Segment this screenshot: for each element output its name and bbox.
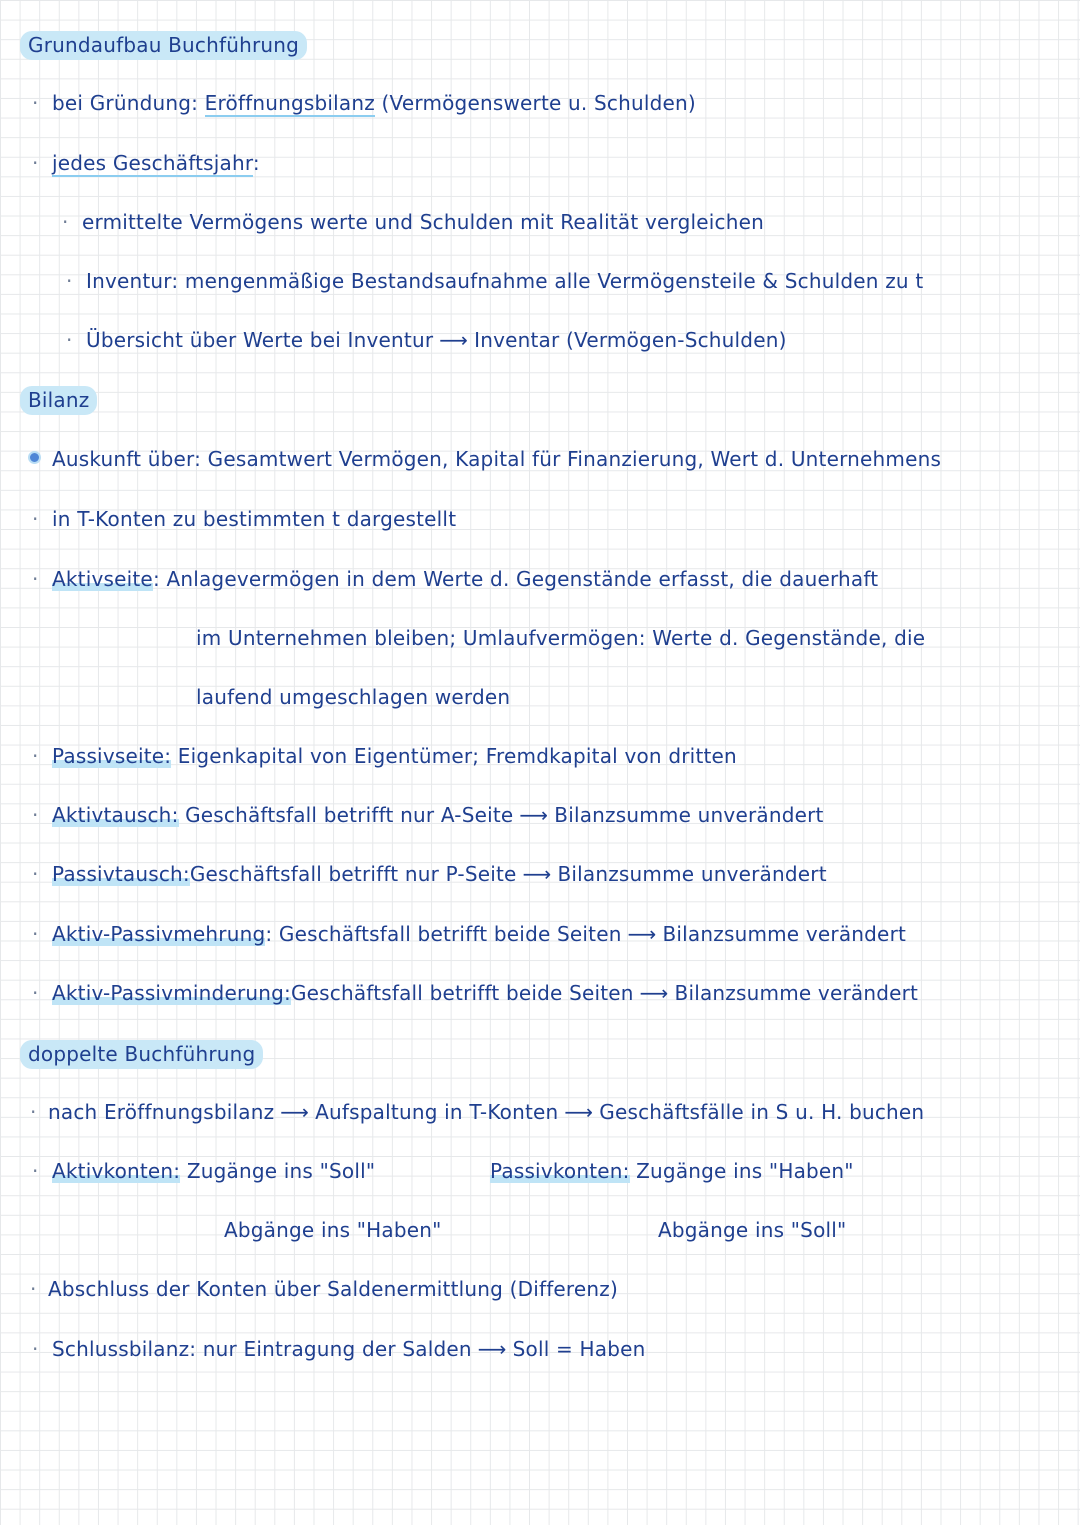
bullet-dot-icon: [28, 451, 41, 464]
arrow-right-icon: ⟶: [639, 981, 669, 1005]
line-uebersicht: Übersicht über Werte bei Inventur ⟶ Inventar (Vermögen-Schulden): [86, 328, 787, 352]
line-aktivseite-cont2: laufend umgeschlagen werden: [196, 685, 511, 709]
bullet: ·: [30, 1277, 37, 1301]
bullet: ·: [66, 328, 73, 352]
bullet: ·: [32, 862, 39, 886]
line-abschluss: Abschluss der Konten über Saldenermittlung (Differenz): [48, 1277, 618, 1301]
arrow-right-icon: ⟶: [477, 1337, 507, 1361]
line-minderung: Aktiv-Passivminderung:Geschäftsfall betrifft beide Seiten ⟶ Bilanzsumme verändert: [52, 981, 919, 1005]
arrow-right-icon: ⟶: [439, 328, 469, 352]
arrow-right-icon: ⟶: [280, 1100, 310, 1124]
line-abgaenge-aktiv: Abgänge ins "Haben": [224, 1218, 442, 1242]
line-aktivtausch: Aktivtausch: Geschäftsfall betrifft nur A-Seite ⟶ Bilanzsumme unverändert: [52, 803, 824, 827]
arrow-right-icon: ⟶: [627, 922, 657, 946]
line-inventur: Inventur: mengenmäßige Bestandsaufnahme alle Vermögensteile & Schulden zu t: [86, 269, 924, 293]
bullet: ·: [32, 1337, 39, 1361]
arrow-right-icon: ⟶: [519, 803, 549, 827]
bullet: ·: [32, 803, 39, 827]
bullet: ·: [32, 1159, 39, 1183]
line-passivseite: Passivseite: Eigenkapital von Eigentümer; Fremdkapital von dritten: [52, 744, 737, 768]
bullet: ·: [30, 1100, 37, 1124]
line-auskunft: Auskunft über: Gesamtwert Vermögen, Kapital für Finanzierung, Wert d. Unternehmens: [52, 447, 942, 471]
line-tkonten: in T-Konten zu bestimmten t dargestellt: [52, 507, 457, 531]
line-schlussbilanz: Schlussbilanz: nur Eintragung der Salden ⟶ Soll = Haben: [52, 1337, 646, 1361]
line-nach-eroeffnung: nach Eröffnungsbilanz ⟶ Aufspaltung in T-Konten ⟶ Geschäftsfälle in S u. H. buchen: [48, 1100, 925, 1124]
line-passivkonten: Passivkonten: Zugänge ins "Haben": [490, 1159, 854, 1183]
line-mehrung: Aktiv-Passivmehrung: Geschäftsfall betrifft beide Seiten ⟶ Bilanzsumme verändert: [52, 922, 907, 946]
line-geschaeftsjahr: jedes Geschäftsjahr:: [52, 151, 260, 175]
line-aktivkonten: Aktivkonten: Zugänge ins "Soll": [52, 1159, 376, 1183]
bullet: ·: [32, 744, 39, 768]
bullet: ·: [66, 269, 73, 293]
bullet: ·: [32, 91, 39, 115]
section-header-bilanz: Bilanz: [20, 386, 97, 415]
bullet: ·: [32, 922, 39, 946]
bullet: ·: [62, 210, 69, 234]
arrow-right-icon: ⟶: [522, 862, 552, 886]
line-aktivseite: Aktivseite: Anlagevermögen in dem Werte d. Gegenstände erfasst, die dauerhaft: [52, 567, 879, 591]
line-ermittelte: ermittelte Vermögens werte und Schulden mit Realität vergleichen: [82, 210, 764, 234]
bullet: ·: [32, 151, 39, 175]
line-abgaenge-passiv: Abgänge ins "Soll": [658, 1218, 847, 1242]
bullet: ·: [32, 507, 39, 531]
line-passivtausch: Passivtausch:Geschäftsfall betrifft nur P-Seite ⟶ Bilanzsumme unverändert: [52, 862, 827, 886]
bullet: ·: [32, 567, 39, 591]
bullet: ·: [32, 981, 39, 1005]
line-gruendung: bei Gründung: Eröffnungsbilanz (Vermögenswerte u. Schulden): [52, 91, 696, 115]
section-header-grundaufbau: Grundaufbau Buchführung: [20, 31, 307, 60]
section-header-doppelte: doppelte Buchführung: [20, 1040, 263, 1069]
arrow-right-icon: ⟶: [564, 1100, 594, 1124]
line-aktivseite-cont1: im Unternehmen bleiben; Umlaufvermögen: Werte d. Gegenstände, die: [196, 626, 926, 650]
